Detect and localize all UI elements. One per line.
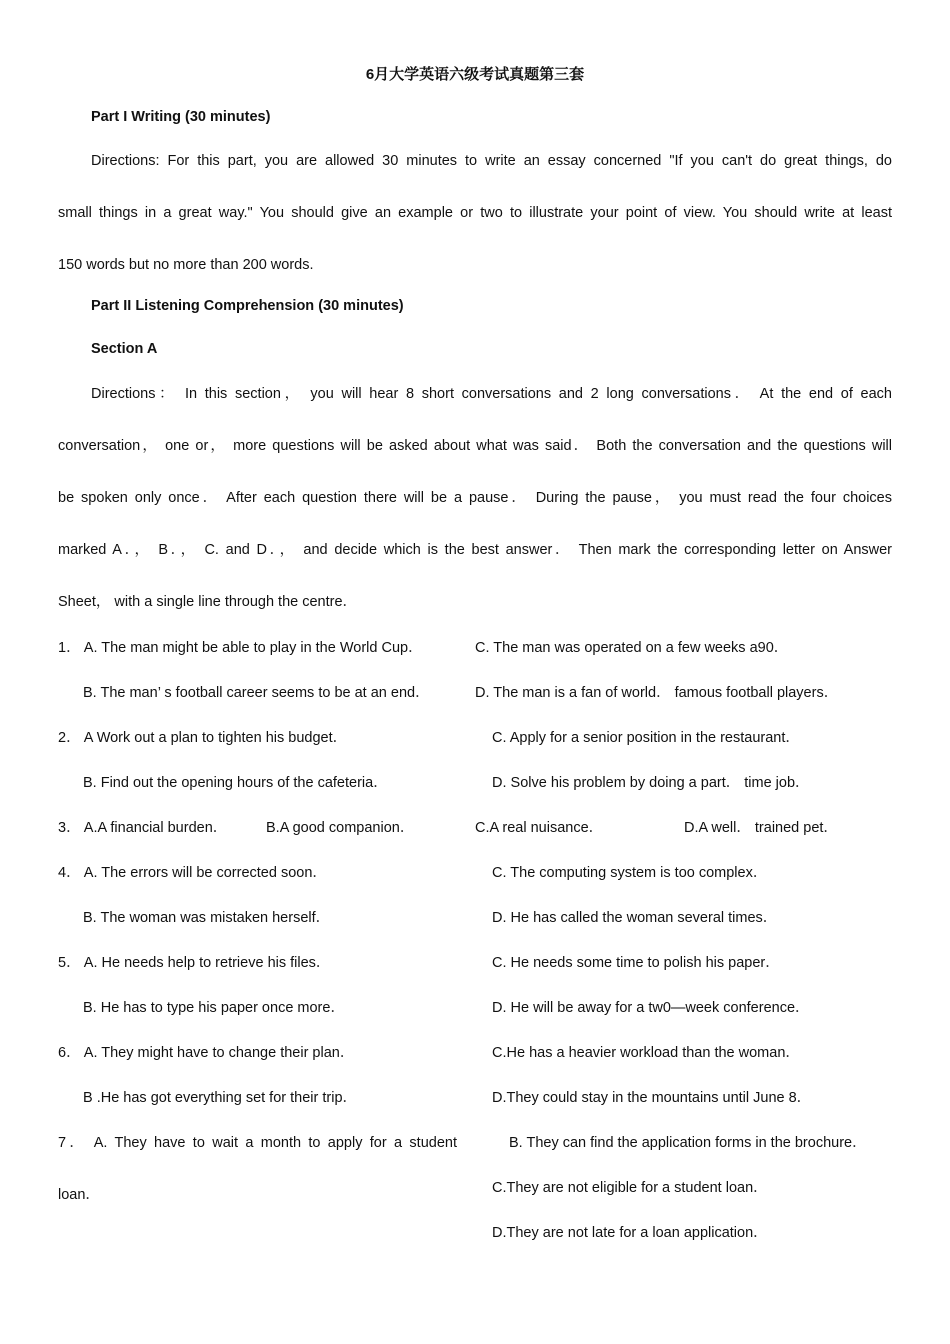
q7-option-c: C.They are not eligible for a student loan． [492,1180,768,1196]
q1-option-a: 1． A. The man might be able to play in the World Cup． [58,640,423,656]
directions-line: conversation， one or， more questions will be asked about what was said． Both the conversation and the questions will [58,438,892,454]
directions-line: be spoken only once． After each question there will be a pause． During the pause， you must read the four choices [58,490,892,506]
q4-option-a: 4． A. The errors will be corrected soon． [58,865,327,881]
part2-heading: Part II Listening Comprehension (30 minutes) [91,298,404,314]
q4-option-b: B. The woman was mistaken herself． [83,910,331,926]
q3-option-c: C.A real nuisance． [475,820,604,836]
q4-option-d: D. He has called the woman several times． [492,910,778,926]
q5-option-d: D. He will be away for a tw0—week conference． [492,1000,810,1016]
part1-heading: Part I Writing (30 minutes) [91,109,271,125]
q1-option-c: C. The man was operated on a few weeks a90． [475,640,789,656]
part1-directions [58,150,892,306]
q7-option-a-continued: loan． [58,1187,100,1203]
q7-option-d: D.They are not late for a loan application． [492,1225,768,1241]
directions-line: small things in a great way." You should give an example or two to illustrate your point of view. You should write at least [58,205,892,221]
q5-option-b: B. He has to type his paper once more． [83,1000,345,1016]
q3-option-a: 3． A.A financial burden． [58,820,228,836]
q6-option-b: B .He has got everything set for their trip． [83,1090,358,1106]
q3-option-d: D.A well． trained pet． [684,820,838,836]
q3-option-b: B.A good companion． [266,820,415,836]
q6-option-d: D.They could stay in the mountains until June 8． [492,1090,812,1106]
directions-line: Sheet， with a single line through the centre． [58,594,358,610]
q5-option-c: C. He needs some time to polish his paper． [492,955,780,971]
directions-line: Directions： In this section， you will hear 8 short conversations and 2 long conversations． At the end of each [91,386,892,402]
q6-option-c: C.He has a heavier workload than the woman． [492,1045,800,1061]
directions-line: Directions: For this part, you are allowed 30 minutes to write an essay concerned "If you can't do great things, do [91,153,892,169]
q1-option-b: B. The man’ s football career seems to be at an end． [83,685,430,701]
q2-option-b: B. Find out the opening hours of the cafeteria． [83,775,388,791]
q2-option-a: 2． A Work out a plan to tighten his budget． [58,730,348,746]
part2-directions [58,383,892,643]
q1-option-d: D. The man is a fan of world． famous football players． [475,685,839,701]
directions-line: marked A．， B．， C. and D．， and decide which is the best answer． Then mark the corresponding letter on Answer [58,542,892,558]
q7-option-a: 7． A. They have to wait a month to apply for a student [58,1135,457,1151]
q2-option-d: D. Solve his problem by doing a part． time job． [492,775,810,791]
section-a-heading: Section A [91,341,158,357]
q2-option-c: C. Apply for a senior position in the restaurant． [492,730,800,746]
q7-option-b: B. They can find the application forms in the brochure． [509,1135,867,1151]
directions-line: 150 words but no more than 200 words. [58,257,314,273]
q4-option-c: C. The computing system is too complex． [492,865,768,881]
q6-option-a: 6． A. They might have to change their plan． [58,1045,355,1061]
q5-option-a: 5． A. He needs help to retrieve his files． [58,955,331,971]
page-title: 6月大学英语六级考试真题第三套 [365,66,585,83]
